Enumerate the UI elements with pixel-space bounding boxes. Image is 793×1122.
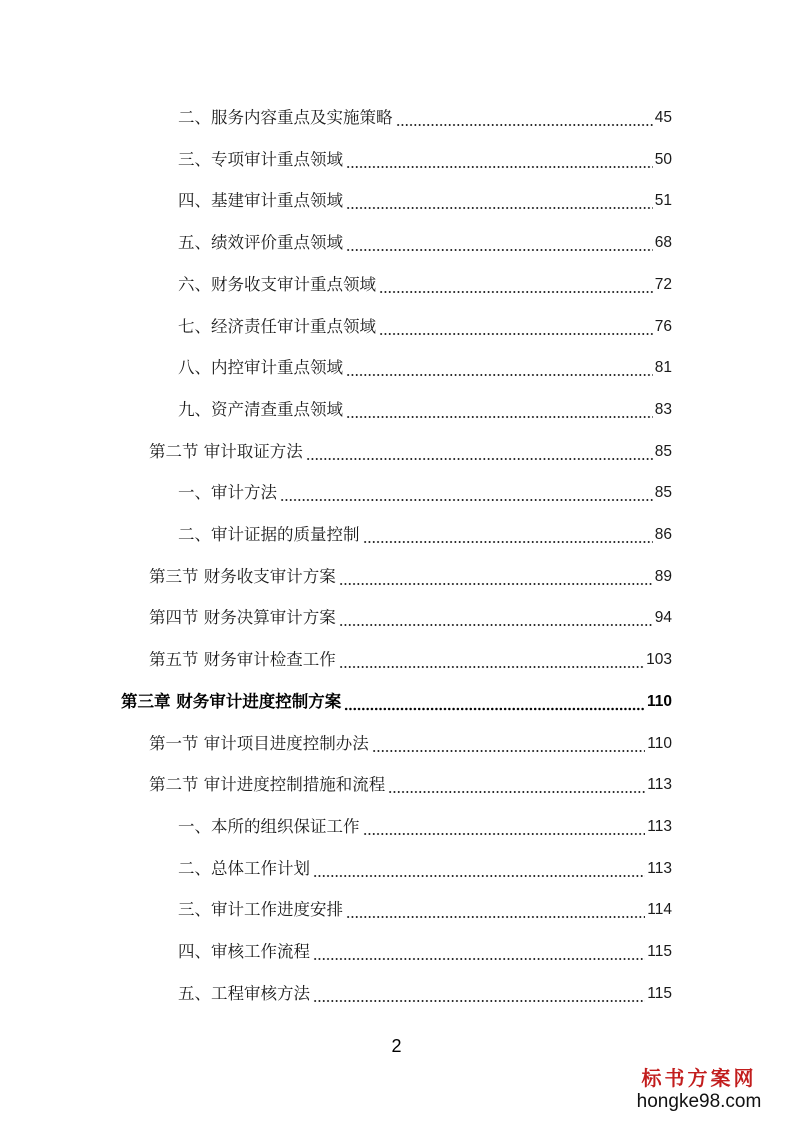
- toc-entry[interactable]: [178, 231, 672, 255]
- toc-entry-title: 六、财务收支审计重点领域: [178, 274, 376, 294]
- toc-dot-leader: [346, 356, 653, 380]
- toc-entry-page: 50: [654, 150, 672, 168]
- toc-dot-leader: [363, 523, 653, 547]
- toc-dot-leader: [313, 857, 645, 881]
- toc-entry[interactable]: [178, 940, 672, 964]
- toc-entry[interactable]: [178, 148, 672, 172]
- toc-entry[interactable]: [149, 732, 672, 756]
- toc-entry[interactable]: [149, 648, 672, 672]
- toc-entry[interactable]: [178, 898, 672, 922]
- toc-entry-page: 51: [654, 192, 672, 210]
- toc-dot-leader: [339, 565, 653, 589]
- toc-entry-page: 114: [647, 901, 672, 919]
- toc-entry-page: 85: [654, 484, 672, 502]
- toc-entry-title: 五、绩效评价重点领域: [178, 233, 343, 253]
- toc-entry-title: 三、审计工作进度安排: [178, 900, 343, 920]
- watermark-name: 标书方案网: [641, 1066, 757, 1090]
- toc-dot-leader: [306, 440, 653, 464]
- toc-entry[interactable]: [149, 773, 672, 797]
- toc-dot-leader: [339, 606, 653, 630]
- toc-entry[interactable]: [178, 815, 672, 839]
- toc-entry-page: 45: [654, 109, 672, 126]
- toc-entry-page: 83: [654, 400, 672, 418]
- toc-entry-title: 第二节 审计取证方法: [149, 441, 303, 461]
- toc-entry-title: 第四节 财务决算审计方案: [149, 608, 336, 628]
- toc-entry-title: 二、审计证据的质量控制: [178, 525, 360, 544]
- toc-entry[interactable]: [178, 982, 672, 1006]
- toc-entry-title: 八、内控审计重点领域: [178, 358, 343, 378]
- toc-entry-title: 第二节 审计进度控制措施和流程: [149, 775, 386, 795]
- toc-dot-leader: [313, 940, 645, 964]
- toc-entry-page: 86: [654, 526, 672, 543]
- toc-entry[interactable]: [149, 606, 672, 630]
- toc-dot-leader: [313, 982, 645, 1006]
- toc-entry-title: 二、总体工作计划: [178, 858, 310, 878]
- toc-entry[interactable]: [178, 356, 672, 380]
- toc-entry-page: 68: [654, 234, 672, 252]
- toc-entry[interactable]: [178, 523, 672, 547]
- toc-entry-page: 85: [654, 442, 672, 460]
- toc-entry-title: 七、经济责任审计重点领域: [178, 316, 376, 336]
- toc-entry[interactable]: [178, 398, 672, 422]
- toc-entry-title: 第五节 财务审计检查工作: [149, 650, 336, 670]
- toc-entry-page: 76: [654, 317, 672, 335]
- toc-entry-title: 二、服务内容重点及实施策略: [178, 108, 393, 127]
- toc-entry-title: 五、工程审核方法: [178, 983, 310, 1003]
- toc-dot-leader: [379, 273, 653, 297]
- toc-entry[interactable]: [121, 690, 672, 714]
- toc-entry[interactable]: [178, 315, 672, 339]
- toc-entry-page: 81: [654, 359, 672, 377]
- toc-dot-leader: [339, 648, 644, 672]
- toc-entry[interactable]: [178, 189, 672, 213]
- toc-entry-title: 九、资产清查重点领域: [178, 399, 343, 419]
- toc-dot-leader: [346, 398, 653, 422]
- toc-entry-title: 四、基建审计重点领域: [178, 191, 343, 211]
- watermark: [619, 1066, 779, 1114]
- toc-entry-page: 72: [654, 275, 672, 293]
- toc-dot-leader: [346, 189, 653, 213]
- toc-entry-title: 一、审计方法: [178, 483, 277, 503]
- toc-entry-title: 第三节 财务收支审计方案: [149, 566, 336, 586]
- page-number: 2: [391, 1036, 402, 1056]
- toc-dot-leader: [379, 315, 653, 339]
- toc-entry-title: 第三章 财务审计进度控制方案: [121, 691, 342, 711]
- toc-entry-page: 94: [654, 609, 672, 627]
- toc-dot-leader: [346, 148, 653, 172]
- toc-entry[interactable]: [178, 481, 672, 505]
- toc-entry-title: 一、本所的组织保证工作: [178, 816, 360, 836]
- toc-entry-page: 115: [647, 984, 672, 1002]
- toc-entry-page: 89: [654, 567, 672, 585]
- watermark-url: hongke98.com: [636, 1091, 762, 1112]
- toc-entry-page: 113: [647, 859, 672, 877]
- toc-dot-leader: [346, 898, 645, 922]
- toc-entry[interactable]: [178, 273, 672, 297]
- toc-dot-leader: [346, 231, 653, 255]
- toc-entry-page: 110: [647, 734, 672, 752]
- toc-entry[interactable]: [178, 106, 672, 130]
- toc-entry[interactable]: [149, 565, 672, 589]
- toc-entry-page: 110: [646, 692, 672, 710]
- toc-dot-leader: [372, 732, 646, 756]
- toc-entry-title: 三、专项审计重点领域: [178, 149, 343, 169]
- toc-entry-title: 四、审核工作流程: [178, 942, 310, 961]
- toc-entry-page: 115: [647, 943, 672, 960]
- toc-dot-leader: [388, 773, 645, 797]
- toc-entry-page: 103: [646, 651, 672, 669]
- toc-dot-leader: [344, 690, 645, 714]
- toc-entry[interactable]: [149, 440, 672, 464]
- toc-dot-leader: [396, 106, 653, 130]
- toc-entry[interactable]: [178, 857, 672, 881]
- toc-dot-leader: [280, 481, 653, 505]
- toc-entry-page: 113: [647, 817, 672, 835]
- toc-entry-title: 第一节 审计项目进度控制办法: [149, 733, 369, 753]
- toc-dot-leader: [363, 815, 646, 839]
- toc-entry-page: 113: [647, 776, 672, 794]
